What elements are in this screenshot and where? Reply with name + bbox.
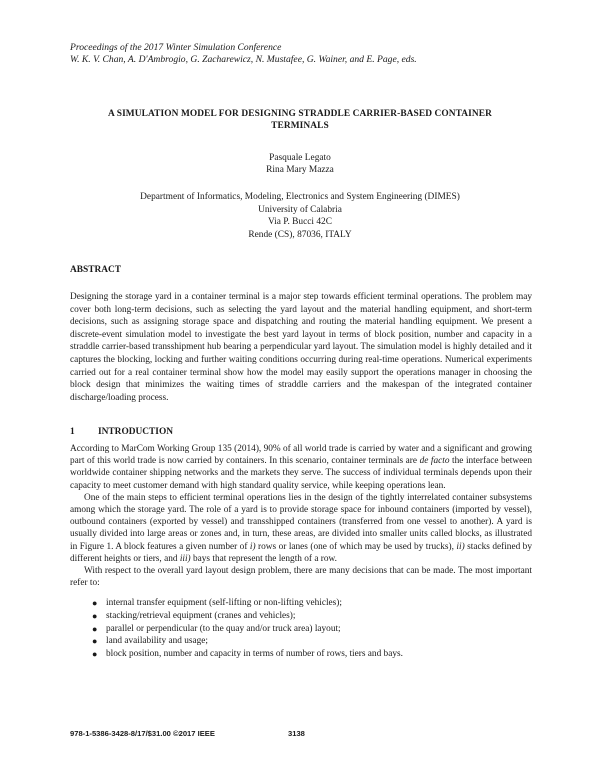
emphasis-text: iii) <box>179 553 191 564</box>
text-run: According to MarCom Working Group 135 (2014), 90% of all world trade is carried by water and a significant and growing part of this world trade is now carried by containers. In this scenario, container terminals are <box>70 444 532 467</box>
bullet-icon: ● <box>92 611 98 622</box>
title-line-1: A SIMULATION MODEL FOR DESIGNING STRADDLE CARRIER-BASED CONTAINER <box>107 109 493 119</box>
section-heading <box>70 427 370 437</box>
paragraph: With respect to the overall yard layout design problem, there are many decisions that can be made. The most important refer to: <box>70 566 532 589</box>
author-name: Rina Mary Mazza <box>266 165 334 175</box>
emphasis-text: i) <box>249 541 256 552</box>
abstract-heading: ABSTRACT <box>70 265 122 275</box>
bullet-icon: ● <box>92 648 98 659</box>
list-item-text: land availability and usage; <box>106 636 208 647</box>
bullet-icon: ● <box>92 623 98 634</box>
affiliation-city: Rende (CS), 87036, ITALY <box>248 229 352 240</box>
affiliation <box>60 191 540 241</box>
text-run: One of the main steps to efficient terminal operations lies in the design of the tightly interrelated container subsystems among which the storage yard. The role of a yard is to provide storage space for inbound containers (imported by vessel), outbound containers (exported by vessel) and transshipped containers (transferred from one vessel to another). A yard is usually divided into large areas or zones and, in turn, these areas, are divided into smaller units called blocks, as illustrated in Figure 1. A block features a given number of <box>70 492 532 552</box>
list-item <box>70 597 532 610</box>
list-item-text: block position, number and capacity in terms of number of rows, tiers and bays. <box>106 648 403 659</box>
list-item-text: internal transfer equipment (self-lifting or non-lifting vehicles); <box>106 598 342 609</box>
bullet-list <box>70 597 532 660</box>
paragraph <box>70 492 532 565</box>
editors-line: W. K. V. Chan, A. D'Ambrogio, G. Zacharewicz, N. Mustafee, G. Wainer, and E. Page, eds. <box>70 53 417 65</box>
text-run: rows or lanes (one of which may be used by trucks), <box>255 541 457 552</box>
text-run: bays that represent the length of a row. <box>190 553 337 564</box>
page-footer <box>70 729 540 738</box>
section-title: INTRODUCTION <box>98 427 174 437</box>
emphasis-text: ii) <box>456 541 465 552</box>
affiliation-street: Via P. Bucci 42C <box>267 217 333 227</box>
paragraph <box>70 443 532 492</box>
list-item-text: parallel or perpendicular (to the quay and/or truck area) layout; <box>106 623 341 634</box>
title-line-2: TERMINALS <box>271 121 329 131</box>
list-item-text: stacking/retrieval equipment (cranes and vehicles); <box>106 611 296 622</box>
list-item <box>70 623 532 636</box>
proceedings-line: Proceedings of the 2017 Winter Simulation Conference <box>70 42 282 53</box>
list-item <box>70 648 532 661</box>
page-number: 3138 <box>288 729 305 738</box>
affiliation-department: Department of Informatics, Modeling, Electronics and System Engineering (DIMES) <box>140 192 460 202</box>
author-name: Pasquale Legato <box>269 153 331 163</box>
paper-title <box>60 108 540 132</box>
isbn-copyright: 978-1-5386-3428-8/17/$31.00 ©2017 IEEE <box>70 729 215 738</box>
introduction-body <box>70 443 532 660</box>
emphasis-text: de facto <box>419 456 450 467</box>
text-run: the interface between worldwide container shipping networks and the markets they serve. The success of individual terminals depends upon their capacity to meet customer demand with high standard quality service, while keeping operations lean. <box>70 456 532 491</box>
text-run: stacks defined by different heights or tiers, and <box>70 541 532 564</box>
abstract-text: Designing the storage yard in a container terminal is a major step towards efficient terminal operations. The problem may cover both long-term decisions, such as selecting the yard layout and the material handling equipment, and short-term decisions, such as assigning storage space and dispatching and routing the material handling equipment. We present a discrete-event simulation model to investigate the best yard layout in terms of block position, number and capacity in a straddle carrier-based transshipment hub bearing a perpendicular yard layout. The simulation model is highly detailed and it captures the blocking, locking and further waiting conditions occurring during real-time operations. Numerical experiments carried out for a real container terminal show how the model may easily support the operations manager in choosing the block design that minimizes the waiting times of straddle carriers and the makespan of the integrated container discharge/loading process. <box>70 292 532 403</box>
affiliation-university: University of Calabria <box>258 204 342 215</box>
list-item <box>70 610 532 623</box>
bullet-icon: ● <box>92 598 98 609</box>
bullet-icon: ● <box>92 636 98 647</box>
section-number: 1 <box>70 427 75 437</box>
list-item <box>70 635 532 648</box>
author-list <box>60 152 540 176</box>
conference-header <box>70 42 540 65</box>
